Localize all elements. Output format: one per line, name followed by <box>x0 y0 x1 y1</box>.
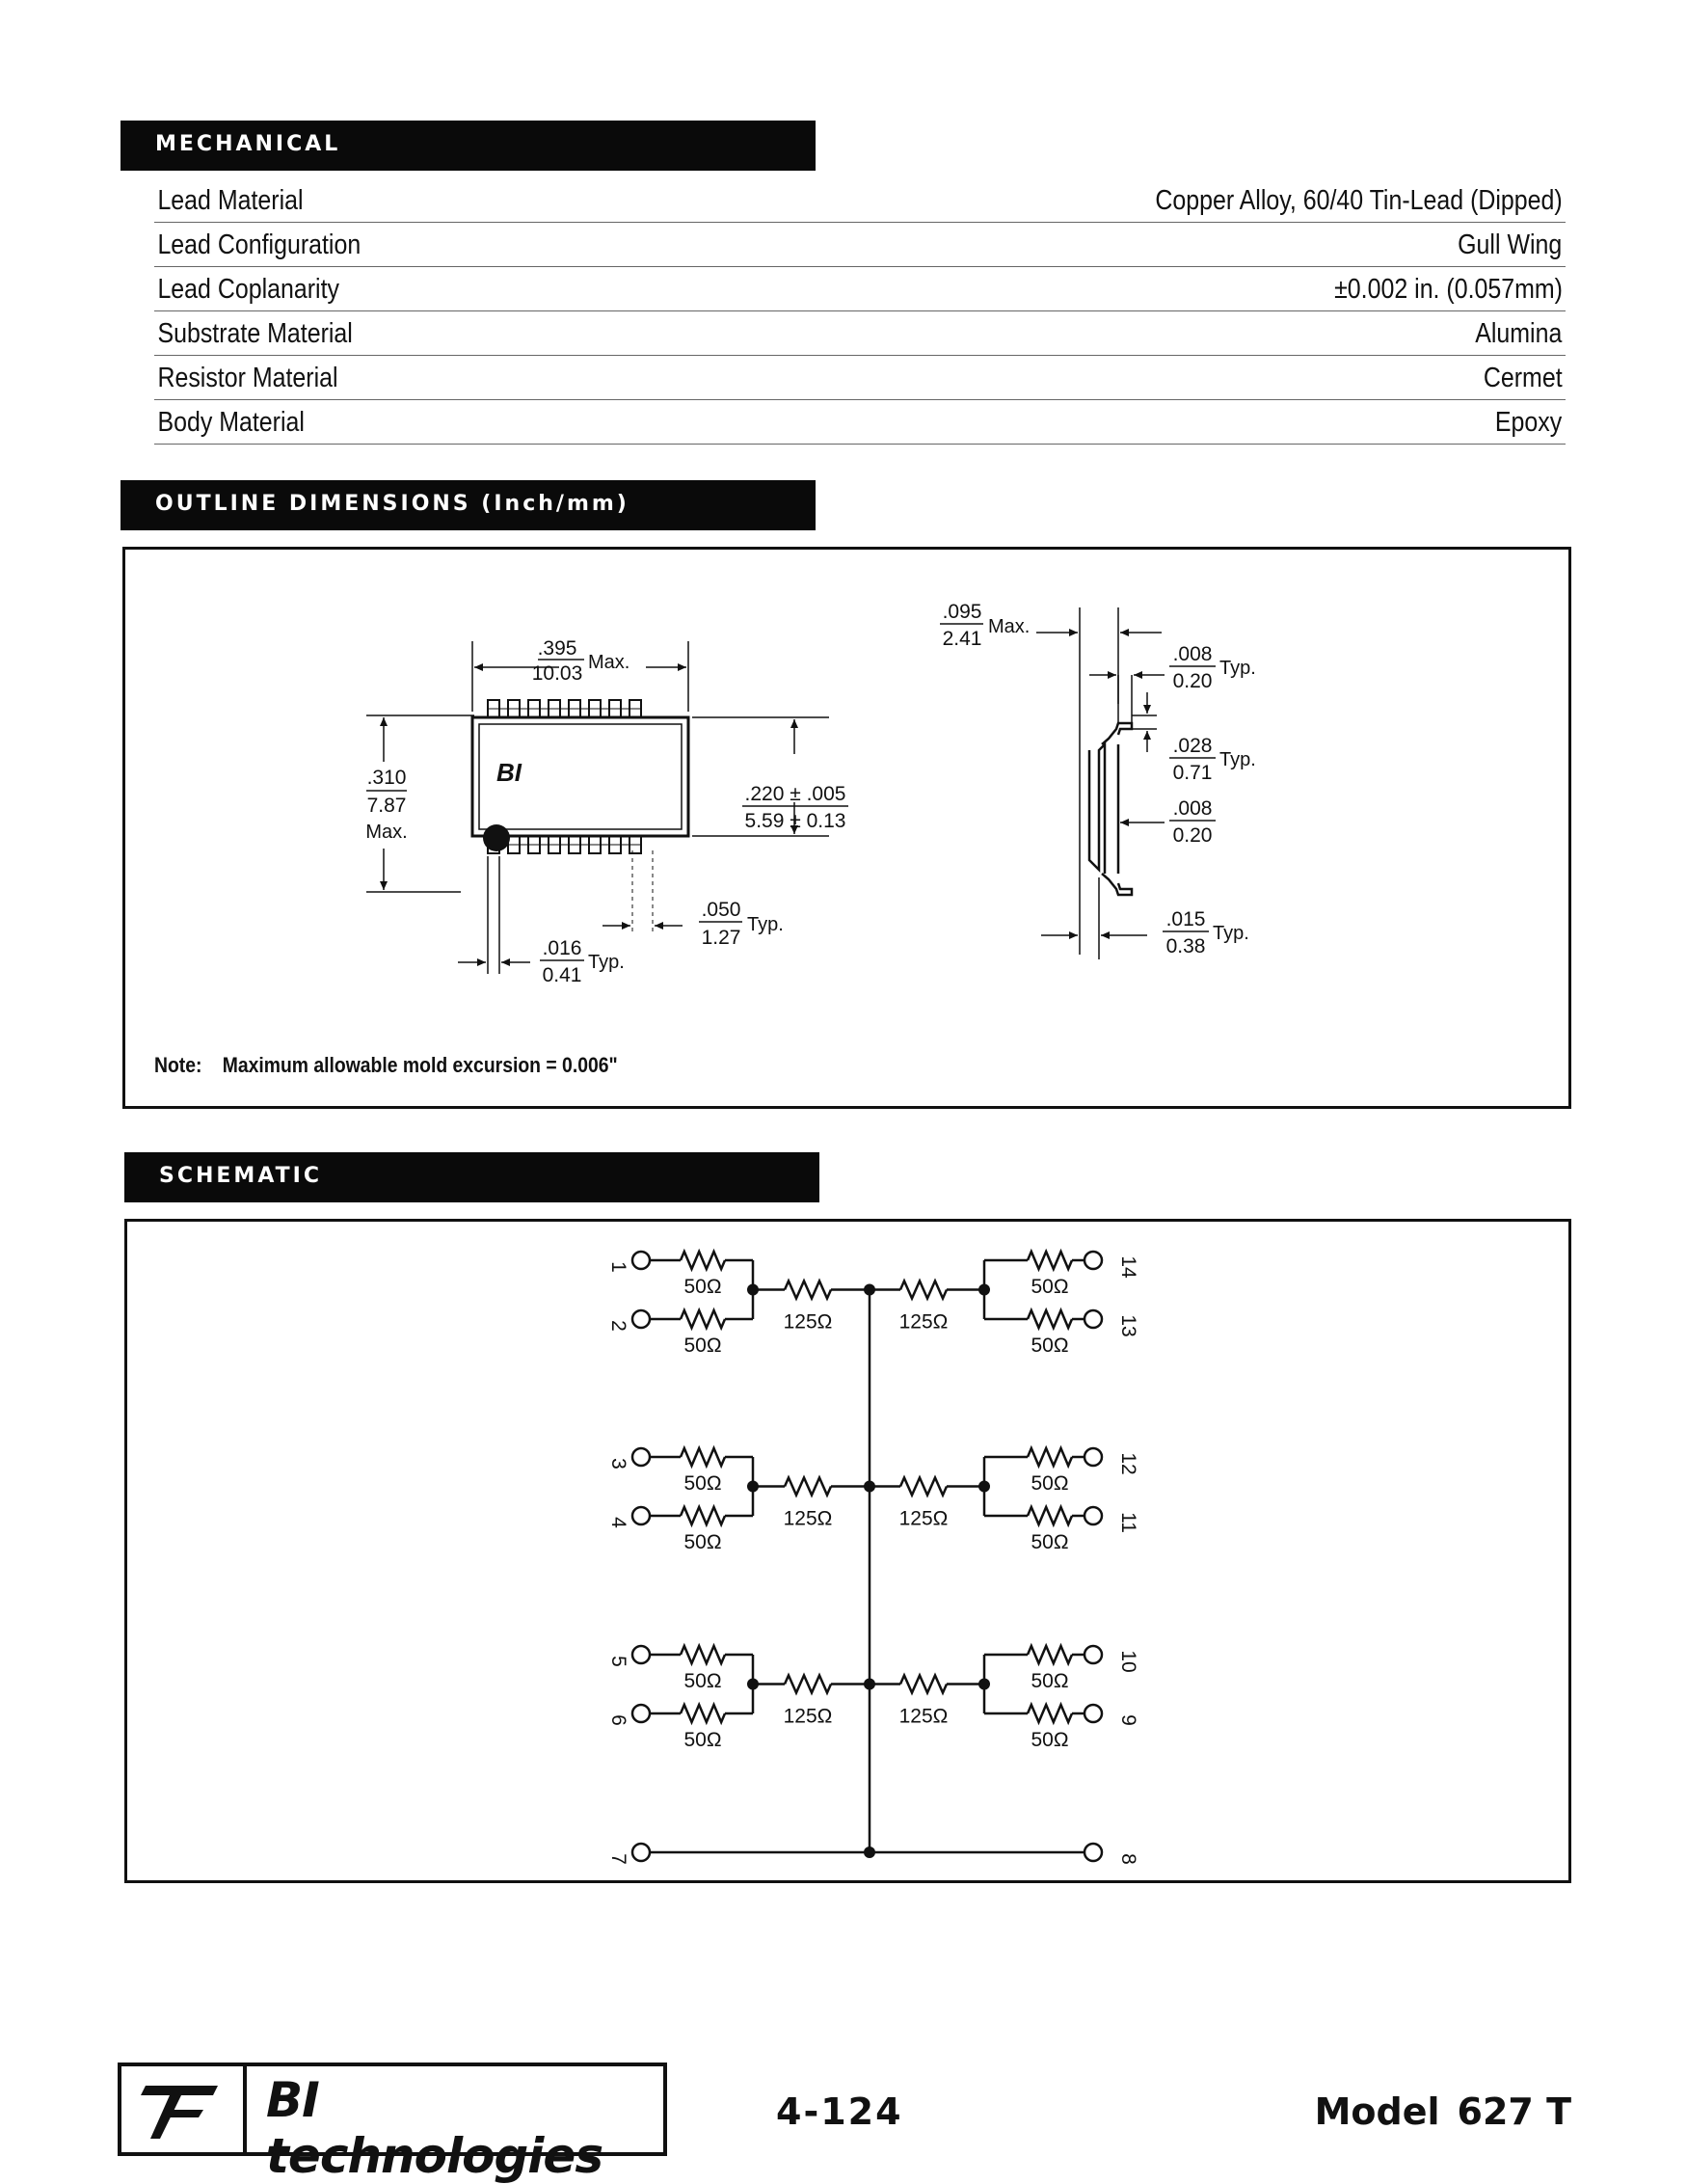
svg-text:1.27: 1.27 <box>701 927 741 949</box>
spec-label: Lead Configuration <box>157 229 362 260</box>
pin-label-left: 3 <box>607 1458 629 1469</box>
section-header-outline: OUTLINE DIMENSIONS (Inch/mm) <box>120 480 816 530</box>
resistor-value-label: 50Ω <box>683 1729 722 1751</box>
svg-text:0.71: 0.71 <box>1172 762 1213 784</box>
svg-text:.220 ± .005: .220 ± .005 <box>744 783 846 805</box>
resistor <box>785 1478 831 1496</box>
spec-label: Lead Coplanarity <box>157 274 340 305</box>
svg-text:.395: .395 <box>537 637 577 660</box>
svg-text:0.20: 0.20 <box>1172 670 1213 692</box>
pin-label-right: 14 <box>1117 1255 1139 1279</box>
resistor <box>1028 1646 1072 1663</box>
pin-label-right: 10 <box>1117 1650 1139 1673</box>
resistor-value-label: 125Ω <box>898 1310 949 1334</box>
svg-text:.095: .095 <box>942 601 982 623</box>
pin-terminal <box>1084 1844 1102 1861</box>
svg-text:Max.: Max. <box>988 616 1031 637</box>
resistor <box>900 1281 947 1299</box>
resistor-value-label: 50Ω <box>1031 1472 1069 1495</box>
spec-value: Epoxy <box>1495 407 1563 438</box>
resistor-value-label: 125Ω <box>898 1705 949 1728</box>
spec-label: Lead Material <box>157 185 304 216</box>
pin-terminal <box>632 1705 650 1722</box>
resistor <box>681 1448 725 1466</box>
pin-terminal <box>1084 1448 1102 1466</box>
svg-text:.008: .008 <box>1172 643 1213 665</box>
junction-dot <box>864 1847 875 1858</box>
resistor-value-label: 125Ω <box>783 1507 833 1530</box>
resistor-value-label: 125Ω <box>783 1310 833 1334</box>
spec-label: Resistor Material <box>157 363 338 393</box>
spec-value: Gull Wing <box>1458 229 1563 260</box>
outline-note <box>154 1053 618 1078</box>
resistor <box>1028 1705 1072 1722</box>
svg-text:Typ.: Typ. <box>1219 749 1256 770</box>
svg-text:0.41: 0.41 <box>542 964 582 986</box>
resistor <box>1028 1507 1072 1524</box>
resistor <box>785 1676 831 1693</box>
resistor-value-label: 50Ω <box>1031 1335 1069 1357</box>
junction-dot <box>747 1481 759 1493</box>
pin-label-left: 2 <box>607 1320 629 1332</box>
resistor-value-label: 50Ω <box>683 1472 722 1495</box>
pin-terminal <box>1084 1507 1102 1524</box>
svg-text:Typ.: Typ. <box>1213 923 1249 944</box>
resistor-value-label: 50Ω <box>1031 1670 1069 1692</box>
schematic-box <box>124 1219 1571 1883</box>
mechanical-spec-table <box>154 178 1566 445</box>
resistor-value-label: 50Ω <box>683 1670 722 1692</box>
note-label: Note: <box>154 1053 202 1077</box>
junction-dot <box>978 1679 990 1690</box>
leads-top <box>488 700 641 717</box>
pin-terminal <box>632 1646 650 1663</box>
resistor <box>681 1646 725 1663</box>
resistor-value-label: 50Ω <box>683 1335 722 1357</box>
resistor <box>900 1478 947 1496</box>
page-number: 4-124 <box>776 2090 903 2133</box>
model-value: 627 T <box>1457 2090 1571 2133</box>
section-header-schematic: SCHEMATIC <box>124 1152 819 1202</box>
resistor <box>1028 1252 1072 1269</box>
schematic-diagram <box>127 1222 1567 1879</box>
junction-dot <box>747 1679 759 1690</box>
svg-text:Max.: Max. <box>365 822 408 843</box>
pin-label-left: 5 <box>607 1656 629 1667</box>
pin-terminal <box>632 1507 650 1524</box>
pin-label-left: 7 <box>607 1853 629 1865</box>
resistor-value-label: 125Ω <box>783 1705 833 1728</box>
pin-terminal <box>1084 1646 1102 1663</box>
note-text: Maximum allowable mold excursion = 0.006" <box>222 1053 618 1077</box>
pin-label-right: 8 <box>1117 1853 1139 1865</box>
spec-value: Cermet <box>1483 363 1563 393</box>
resistor-value-label: 50Ω <box>1031 1729 1069 1751</box>
resistor <box>900 1676 947 1693</box>
pin-label-right: 13 <box>1117 1314 1139 1337</box>
resistor-value-label: 50Ω <box>1031 1531 1069 1553</box>
pin-label-right: 11 <box>1117 1512 1139 1533</box>
spec-value: ±0.002 in. (0.057mm) <box>1333 274 1563 305</box>
company-logo <box>118 2063 667 2184</box>
svg-text:.050: .050 <box>701 899 741 921</box>
pin-label-left: 4 <box>607 1517 629 1528</box>
svg-text:2.41: 2.41 <box>942 628 982 650</box>
pin-label-left: 1 <box>607 1261 629 1273</box>
svg-text:0.38: 0.38 <box>1165 935 1206 957</box>
resistor <box>681 1252 725 1269</box>
resistor <box>681 1507 725 1524</box>
resistor <box>1028 1448 1072 1466</box>
svg-text:.028: .028 <box>1172 735 1213 757</box>
pin-terminal <box>632 1252 650 1269</box>
pin-terminal <box>632 1448 650 1466</box>
junction-dot <box>747 1284 759 1296</box>
svg-text:.015: .015 <box>1165 908 1206 930</box>
junction-dot <box>978 1481 990 1493</box>
svg-text:Typ.: Typ. <box>1219 658 1256 679</box>
resistor <box>785 1281 831 1299</box>
pin-label-right: 9 <box>1117 1714 1139 1726</box>
pin-terminal <box>1084 1705 1102 1722</box>
outline-drawing <box>125 550 1567 1105</box>
resistor <box>1028 1310 1072 1328</box>
resistor-value-label: 125Ω <box>898 1507 949 1530</box>
svg-text:.008: .008 <box>1172 797 1213 820</box>
svg-text:.310: .310 <box>366 767 407 789</box>
package-logo: BI <box>496 758 522 787</box>
svg-text:5.59 ± 0.13: 5.59 ± 0.13 <box>744 810 846 832</box>
pin-label-right: 12 <box>1117 1452 1139 1475</box>
brand-name: BI technologies <box>266 2072 603 2184</box>
svg-text:Typ.: Typ. <box>588 952 625 973</box>
resistor-value-label: 50Ω <box>683 1531 722 1553</box>
spec-label: Substrate Material <box>157 318 353 349</box>
svg-text:7.87: 7.87 <box>366 795 407 817</box>
spec-row <box>154 400 1566 445</box>
outline-drawing-box <box>122 547 1571 1109</box>
junction-dot <box>978 1284 990 1296</box>
logo-mark-icon <box>121 2066 237 2152</box>
pin-label-left: 6 <box>607 1714 629 1726</box>
svg-text:0.20: 0.20 <box>1172 824 1213 847</box>
spec-value: Copper Alloy, 60/40 Tin-Lead (Dipped) <box>1155 185 1563 216</box>
model-label: Model <box>1314 2090 1440 2133</box>
spec-label: Body Material <box>157 407 305 438</box>
pin-terminal <box>632 1844 650 1861</box>
model-number <box>1315 2090 1571 2133</box>
section-header-mechanical: MECHANICAL <box>120 121 816 171</box>
spec-row <box>154 178 1566 223</box>
resistor-value-label: 50Ω <box>683 1276 722 1298</box>
package-side-view <box>1089 723 1132 895</box>
leads-bottom <box>488 836 641 853</box>
svg-text:Typ.: Typ. <box>747 914 784 935</box>
svg-text:.016: .016 <box>542 937 582 959</box>
resistor-value-label: 50Ω <box>1031 1276 1069 1298</box>
spec-value: Alumina <box>1475 318 1563 349</box>
spec-row <box>154 223 1566 267</box>
svg-text:10.03: 10.03 <box>531 662 583 685</box>
spec-row <box>154 311 1566 356</box>
pin-terminal <box>1084 1310 1102 1328</box>
svg-text:Max.: Max. <box>588 652 630 673</box>
pin-terminal <box>1084 1252 1102 1269</box>
resistor <box>681 1705 725 1722</box>
pin-terminal <box>632 1310 650 1328</box>
spec-row <box>154 356 1566 400</box>
spec-row <box>154 267 1566 311</box>
resistor <box>681 1310 725 1328</box>
